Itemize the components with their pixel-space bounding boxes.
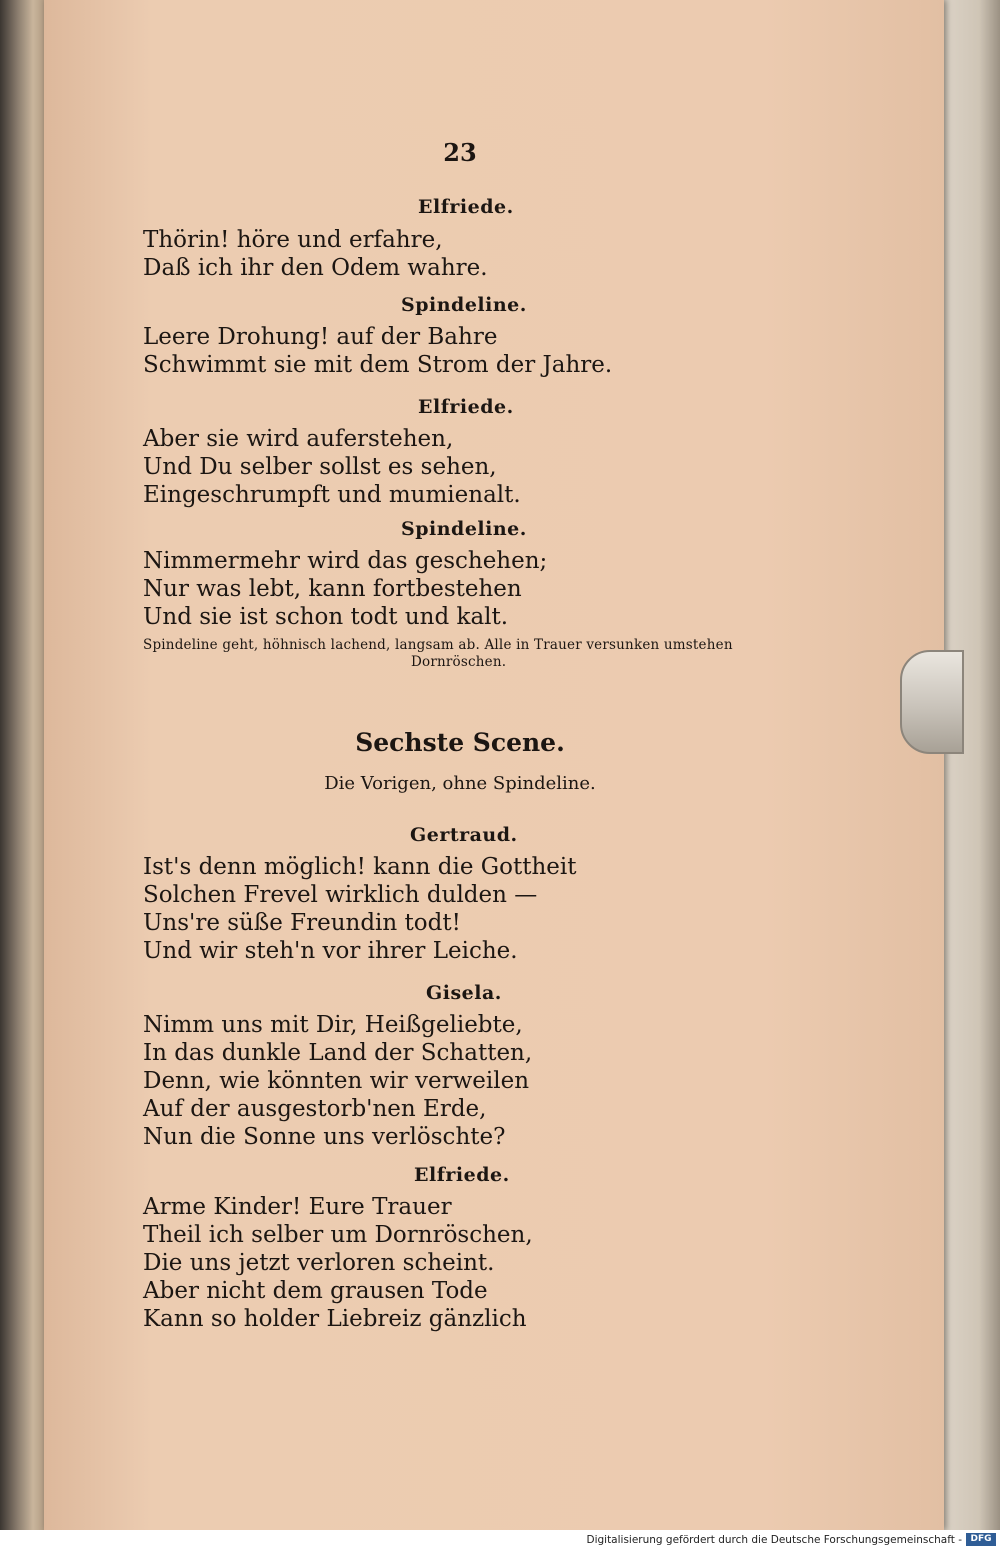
verse-block — [143, 1011, 532, 1151]
scene-title: Sechste Scene. — [355, 728, 565, 757]
speaker-name: Elfriede. — [414, 1164, 510, 1186]
funding-notice: Digitalisierung gefördert durch die Deutsche Forschungsgemeinschaft - — [586, 1534, 962, 1546]
verse-line: Kann so holder Liebreiz gänzlich — [143, 1306, 527, 1332]
verse-block — [143, 425, 521, 509]
verse-block — [143, 1193, 533, 1333]
speaker-name: Spindeline. — [401, 518, 527, 540]
verse-line: Auf der ausgestorb'nen Erde, — [143, 1096, 487, 1122]
verse-line: Ist's denn möglich! kann die Gottheit — [143, 854, 577, 880]
verse-line: Uns're süße Freundin todt! — [143, 910, 461, 936]
speaker-name: Elfriede. — [418, 196, 514, 218]
book-spine-edge — [0, 0, 44, 1530]
footer-bar — [0, 1532, 1000, 1550]
verse-block — [143, 547, 547, 631]
verse-line: Nun die Sonne uns verlöschte? — [143, 1124, 506, 1150]
scene-subtitle: Die Vorigen, ohne Spindeline. — [324, 773, 596, 794]
verse-line: In das dunkle Land der Schatten, — [143, 1040, 533, 1066]
dfg-logo: DFG — [966, 1533, 996, 1546]
verse-line: Arme Kinder! Eure Trauer — [143, 1194, 452, 1220]
verse-line: Eingeschrumpft und mumienalt. — [143, 482, 521, 508]
speaker-name: Spindeline. — [401, 294, 527, 316]
verse-line: Denn, wie könnten wir verweilen — [143, 1068, 530, 1094]
verse-block — [143, 323, 612, 379]
verse-line: Leere Drohung! auf der Bahre — [143, 324, 498, 350]
verse-line: Die uns jetzt verloren scheint. — [143, 1250, 495, 1276]
page-clip — [900, 650, 964, 754]
verse-line: Solchen Frevel wirklich dulden — — [143, 882, 538, 908]
verse-line: Thörin! höre und erfahre, — [143, 227, 443, 253]
verse-line: Aber nicht dem grausen Tode — [143, 1278, 488, 1304]
verse-line: Aber sie wird auferstehen, — [143, 426, 454, 452]
verse-line: Nimmermehr wird das geschehen; — [143, 548, 548, 574]
speaker-name: Gertraud. — [410, 824, 518, 846]
stage-direction-line: Dornröschen. — [411, 654, 507, 670]
verse-line: Und wir steh'n vor ihrer Leiche. — [143, 938, 518, 964]
verse-line: Nur was lebt, kann fortbestehen — [143, 576, 522, 602]
verse-line: Theil ich selber um Dornröschen, — [143, 1222, 533, 1248]
verse-line: Nimm uns mit Dir, Heißgeliebte, — [143, 1012, 523, 1038]
page-number: 23 — [443, 138, 477, 167]
speaker-name: Elfriede. — [418, 396, 514, 418]
verse-line: Und sie ist schon todt und kalt. — [143, 604, 509, 630]
verse-line: Daß ich ihr den Odem wahre. — [143, 255, 488, 281]
stage-direction — [143, 637, 783, 671]
verse-block — [143, 853, 577, 965]
verse-line: Und Du selber sollst es sehen, — [143, 454, 497, 480]
stage-direction-line: Spindeline geht, höhnisch lachend, langsam ab. Alle in Trauer versunken umstehen — [143, 637, 733, 653]
speaker-name: Gisela. — [426, 982, 502, 1004]
verse-line: Schwimmt sie mit dem Strom der Jahre. — [143, 352, 613, 378]
verse-block — [143, 226, 488, 282]
